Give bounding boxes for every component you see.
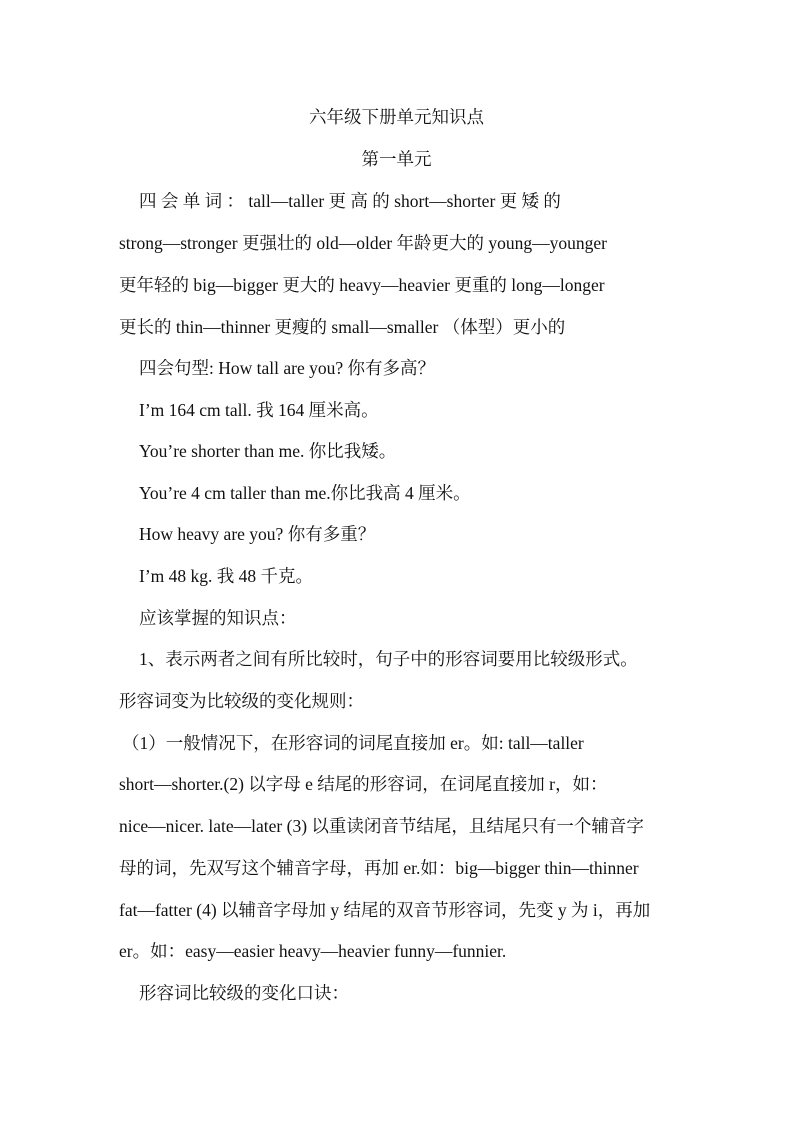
- vocabulary-line-1: 四 会 单 词 ： tall—taller 更 高 的 short—shorter 更 矮 的: [139, 191, 561, 211]
- knowledge-points-heading: 应该掌握的知识点：: [139, 608, 297, 628]
- rule-line-1: （1）一般情况下，在形容词的词尾直接加 er。如: tall—taller: [122, 733, 584, 753]
- rule-line-2: short—shorter.(2) 以字母 e 结尾的形容词，在词尾直接加 r，如：: [119, 774, 608, 794]
- rule-line-4: 母的词，先双写这个辅音字母，再加 er.如：big—bigger thin—thinner: [119, 858, 639, 878]
- vocabulary-line-3: 更年轻的 big—bigger 更大的 heavy—heavier 更重的 long—longer: [119, 275, 605, 295]
- rule-line-6: er。如：easy—easier heavy—heavier funny—funnier.: [119, 941, 507, 961]
- comparative-rules-heading: 形容词变为比较级的变化规则：: [119, 691, 364, 711]
- vocabulary-line-4: 更长的 thin—thinner 更瘦的 small—smaller （体型）更小的: [119, 317, 566, 337]
- sentence-example-5: I’m 48 kg. 我 48 千克。: [139, 566, 314, 586]
- sentence-example-2: You’re shorter than me. 你比我矮。: [139, 441, 397, 461]
- sentence-example-1: I’m 164 cm tall. 我 164 厘米高。: [139, 400, 379, 420]
- knowledge-point-1: 1、表示两者之间有所比较时，句子中的形容词要用比较级形式。: [139, 649, 638, 669]
- rule-line-5: fat—fatter (4) 以辅音字母加 y 结尾的双音节形容词，先变 y 为 i，再加: [119, 900, 651, 920]
- vocabulary-line-2: strong—stronger 更强壮的 old—older 年龄更大的 young—younger: [119, 233, 608, 253]
- sentence-example-4: How heavy are you? 你有多重？: [139, 524, 376, 544]
- rule-line-3: nice—nicer. late—later (3) 以重读闭音节结尾，且结尾只有一个辅音字: [119, 816, 644, 836]
- unit-heading: 第一单元: [361, 149, 432, 169]
- sentence-pattern-heading: 四会句型: How tall are you? 你有多高？: [139, 358, 435, 378]
- sentence-example-3: You’re 4 cm taller than me.你比我高 4 厘米。: [139, 483, 471, 503]
- comparative-mnemonic-heading: 形容词比较级的变化口诀：: [139, 983, 349, 1003]
- document-title: 六年级下册单元知识点: [309, 107, 484, 127]
